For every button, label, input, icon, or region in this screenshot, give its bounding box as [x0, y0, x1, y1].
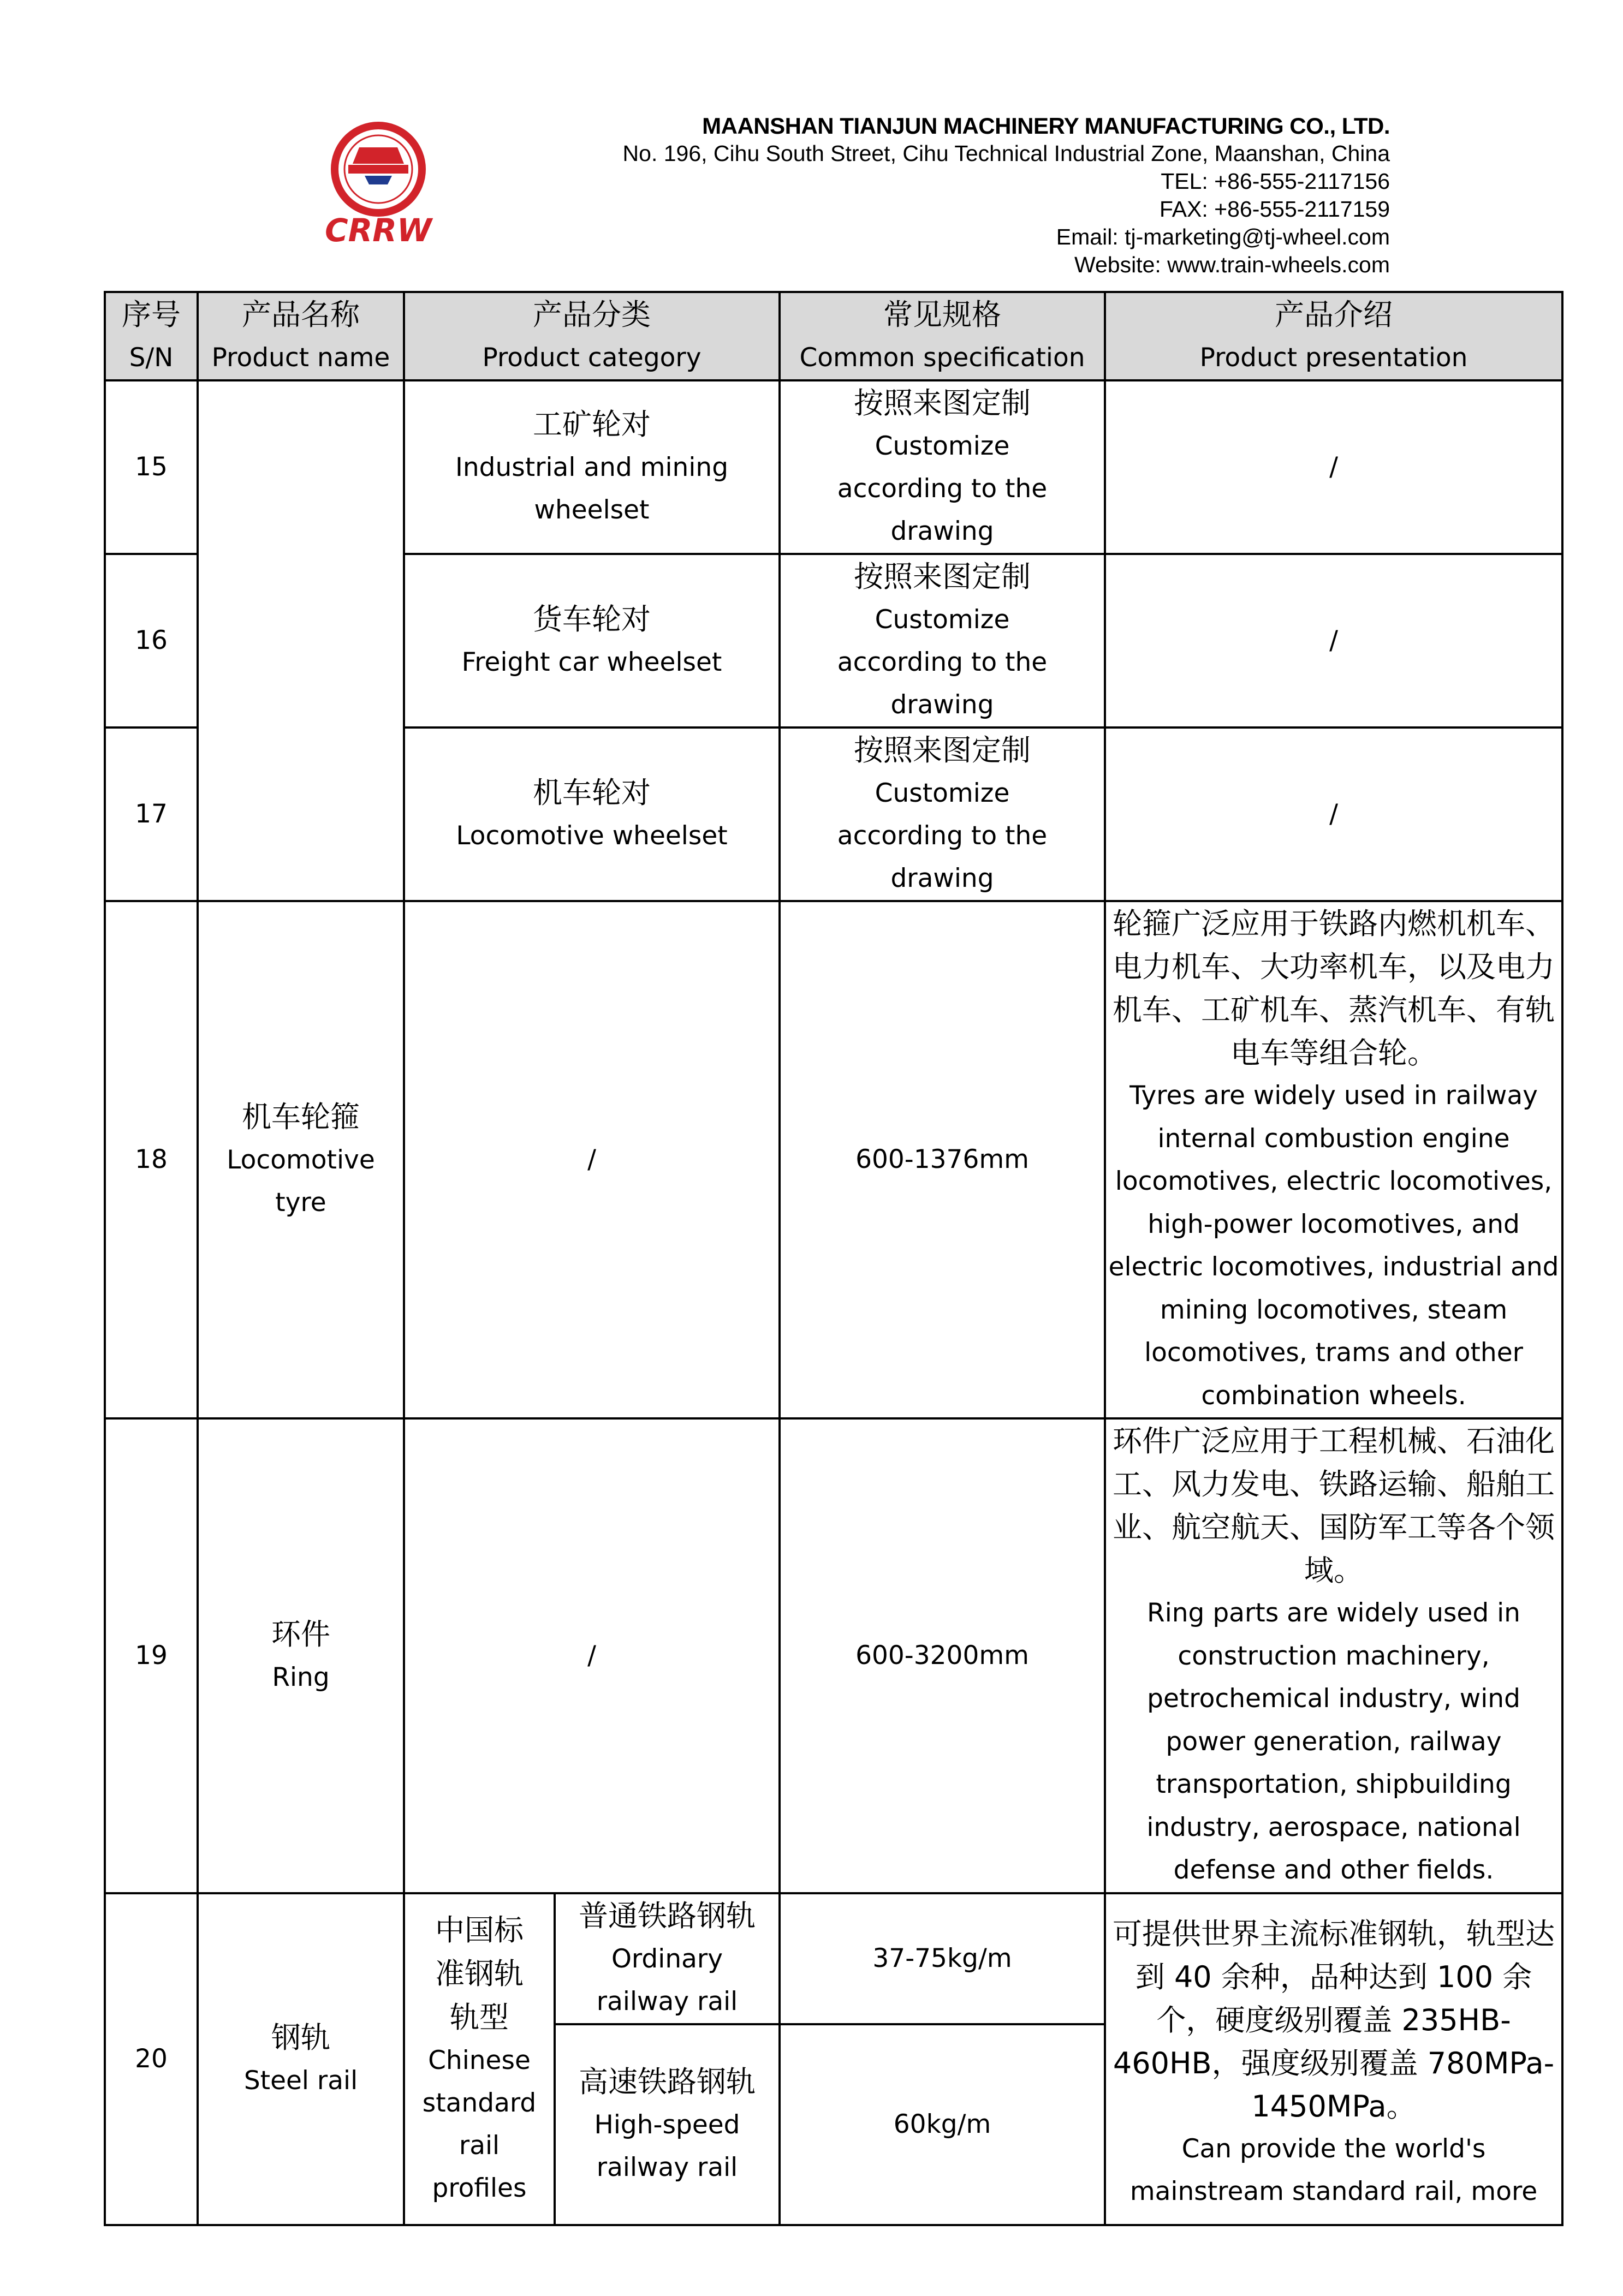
row-spec: 60kg/m: [780, 2024, 1105, 2225]
row-category: /: [404, 1418, 780, 1893]
row-sn: 18: [105, 901, 198, 1418]
row-sn: 20: [105, 1893, 198, 2225]
company-email[interactable]: Email: tj-marketing@tj-wheel.com: [1056, 224, 1390, 249]
row-spec: 37-75kg/m: [780, 1893, 1105, 2024]
logo-text: CRRW: [325, 212, 432, 249]
row-spec: 按照来图定制 Customize according to the drawing: [780, 727, 1105, 901]
company-name: MAANSHAN TIANJUN MACHINERY MANUFACTURING CO., LTD.: [702, 113, 1390, 139]
company-website[interactable]: Website: www.train-wheels.com: [1074, 252, 1390, 277]
row-product-name: 钢轨 Steel rail: [198, 1893, 404, 2225]
table-row: [105, 1893, 1562, 2024]
row-presentation: /: [1105, 380, 1562, 554]
company-tel: TEL: +86-555-2117156: [1161, 169, 1390, 194]
company-logo: [299, 115, 457, 251]
header-common-specification: 常见规格 Common specification: [780, 292, 1105, 380]
header-product-presentation: 产品介绍 Product presentation: [1105, 292, 1562, 380]
row-product-name-empty: [198, 380, 404, 901]
product-table: [104, 291, 1563, 2226]
header-product-category: 产品分类 Product category: [404, 292, 780, 380]
row-presentation: 可提供世界主流标准钢轨，轨型达到 40 余种，品种达到 100 余个，硬度级别覆盖 235HB-460HB，强度级别覆盖 780MPa-1450MPa。 Can provide the world's mainstream standard rail, more: [1105, 1893, 1562, 2225]
row-category: 工矿轮对 Industrial and mining wheelset: [404, 380, 780, 554]
row-presentation: 轮箍广泛应用于铁路内燃机机车、电力机车、大功率机车，以及电力机车、工矿机车、蒸汽机车、有轨电车等组合轮。 Tyres are widely used in railway internal combustion engine locomotives, electric locomotives, high-power locomotives, and electric locomotives, industrial and mining locomotives, steam locomotives, trams and other combination wheels.: [1105, 901, 1562, 1418]
header-product-name: 产品名称 Product name: [198, 292, 404, 380]
table-row: [105, 1418, 1562, 1893]
row-spec: 600-3200mm: [780, 1418, 1105, 1893]
row-spec: 600-1376mm: [780, 901, 1105, 1418]
row-presentation: /: [1105, 554, 1562, 727]
row-sn: 17: [105, 727, 198, 901]
row-sn: 16: [105, 554, 198, 727]
row-category-group: 中国标准钢轨轨型 Chinese standard rail profiles: [404, 1893, 555, 2225]
row-product-name: 机车轮箍 Locomotive tyre: [198, 901, 404, 1418]
row-sn: 15: [105, 380, 198, 554]
table-row: [105, 901, 1562, 1418]
row-product-name: 环件 Ring: [198, 1418, 404, 1893]
row-presentation: 环件广泛应用于工程机械、石油化工、风力发电、铁路运输、船舶工业、航空航天、国防军工等各个领域。 Ring parts are widely used in construction machinery, petrochemical industry, wind power generation, railway transportation, shipbuilding industry, aerospace, national defense and other fields.: [1105, 1418, 1562, 1893]
row-category: 机车轮对 Locomotive wheelset: [404, 727, 780, 901]
company-header: [546, 112, 1390, 279]
row-sn: 19: [105, 1418, 198, 1893]
table-row: [105, 380, 1562, 554]
row-spec: 按照来图定制 Customize according to the drawing: [780, 380, 1105, 554]
header-sn: 序号 S/N: [105, 292, 198, 380]
company-fax: FAX: +86-555-2117159: [1159, 196, 1390, 222]
company-address: No. 196, Cihu South Street, Cihu Technical Industrial Zone, Maanshan, China: [622, 141, 1390, 166]
row-category: /: [404, 901, 780, 1418]
row-presentation: /: [1105, 727, 1562, 901]
row-subcategory: 高速铁路钢轨 High-speed railway rail: [555, 2024, 780, 2225]
row-category: 货车轮对 Freight car wheelset: [404, 554, 780, 727]
row-subcategory: 普通铁路钢轨 Ordinary railway rail: [555, 1893, 780, 2024]
row-spec: 按照来图定制 Customize according to the drawing: [780, 554, 1105, 727]
table-header-row: [105, 292, 1562, 380]
